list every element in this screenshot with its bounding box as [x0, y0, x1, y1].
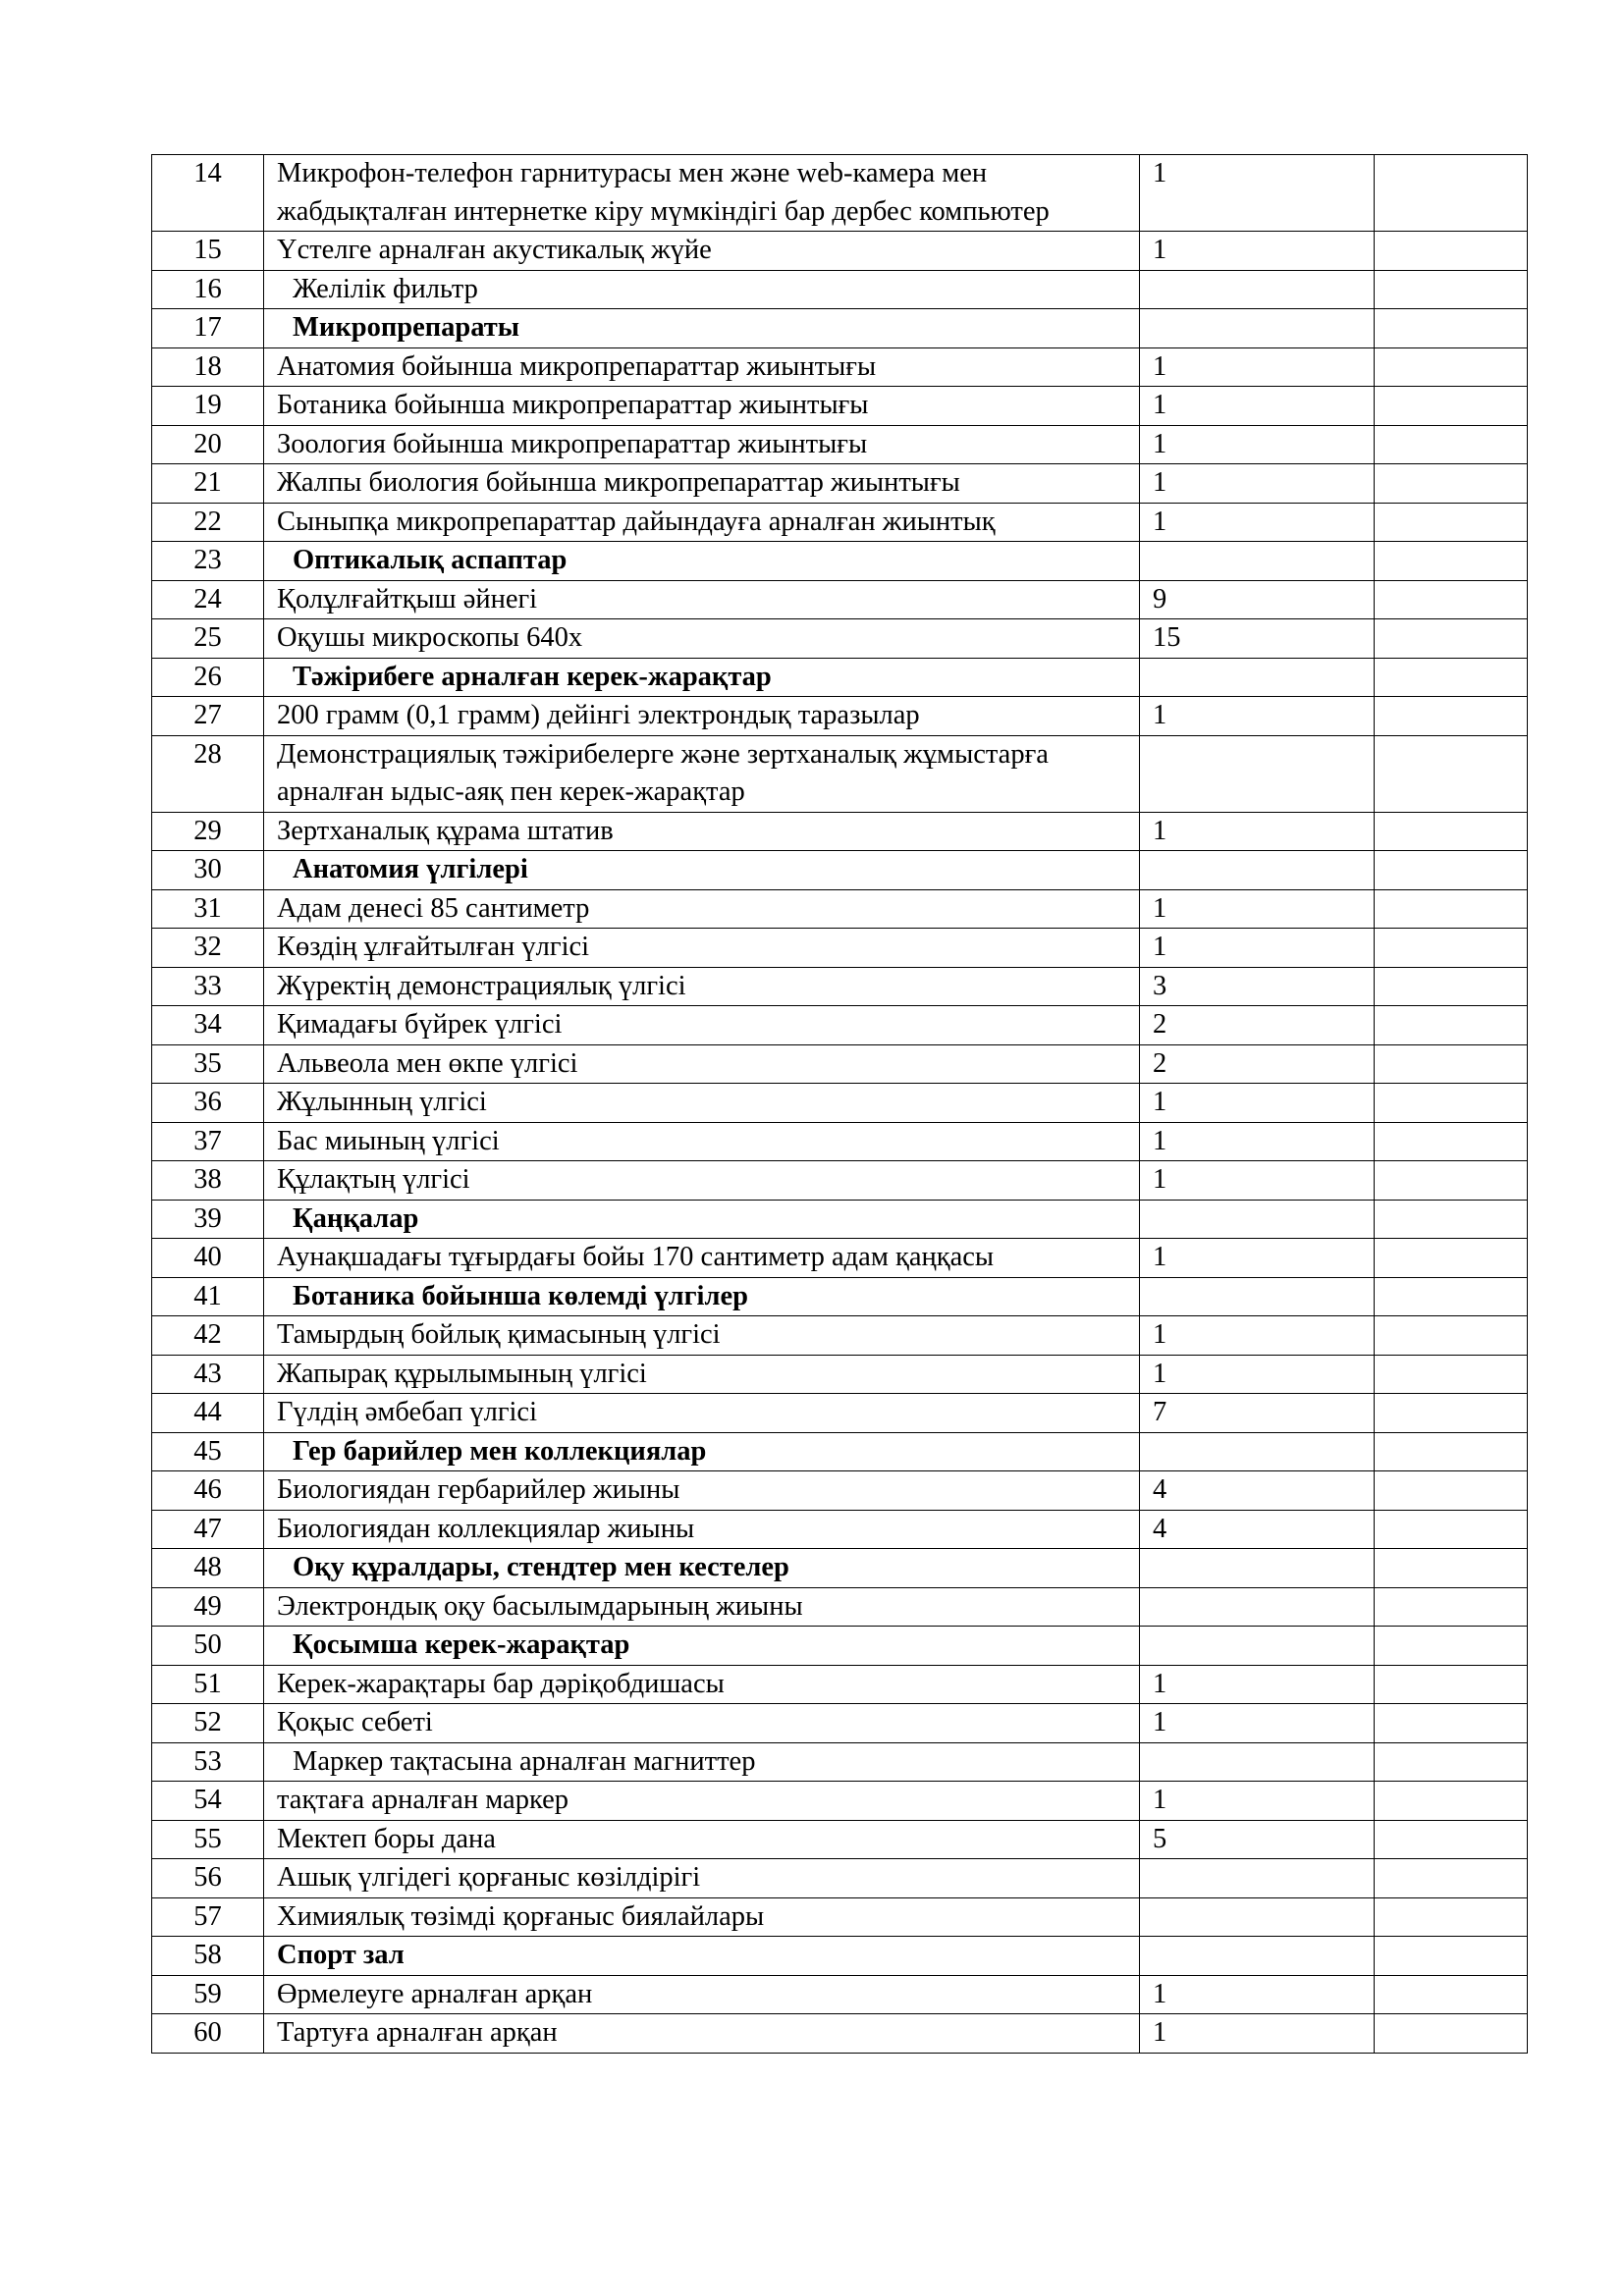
row-number: 53	[152, 1742, 264, 1782]
table-row	[152, 929, 1528, 968]
item-quantity	[1140, 1897, 1375, 1937]
item-name	[264, 889, 1140, 929]
row-number: 29	[152, 812, 264, 851]
item-quantity: 1	[1140, 155, 1375, 232]
item-name-text: Гүлдің әмбебап үлгісі	[277, 1397, 538, 1427]
table-row	[152, 1122, 1528, 1161]
item-name	[264, 1006, 1140, 1045]
item-name-text: Электрондық оқу басылымдарының жиыны	[277, 1590, 803, 1622]
table-row	[152, 1820, 1528, 1859]
item-note	[1375, 2014, 1528, 2054]
item-name-text: Өрмелеуге арналған арқан	[277, 1978, 593, 2009]
row-number: 19	[152, 387, 264, 426]
item-note	[1375, 580, 1528, 619]
item-quantity: 1	[1140, 697, 1375, 736]
table-row	[152, 1937, 1528, 1976]
item-name	[264, 347, 1140, 387]
item-note	[1375, 1432, 1528, 1471]
item-name	[264, 1084, 1140, 1123]
item-quantity: 1	[1140, 1355, 1375, 1394]
item-name-text: Қоқыс себеті	[277, 1707, 433, 1737]
item-name-text: Бас миының үлгісі	[277, 1125, 500, 1156]
item-quantity: 3	[1140, 967, 1375, 1006]
item-note	[1375, 619, 1528, 659]
item-note	[1375, 387, 1528, 426]
row-number: 44	[152, 1394, 264, 1433]
item-name	[264, 967, 1140, 1006]
item-note	[1375, 425, 1528, 464]
item-quantity: 4	[1140, 1510, 1375, 1549]
table-row	[152, 155, 1528, 232]
table-row	[152, 425, 1528, 464]
section-heading	[264, 542, 1140, 581]
row-number: 58	[152, 1937, 264, 1976]
row-number: 50	[152, 1627, 264, 1666]
item-quantity: 1	[1140, 1161, 1375, 1201]
item-name	[264, 1510, 1140, 1549]
item-quantity: 4	[1140, 1471, 1375, 1511]
item-note	[1375, 889, 1528, 929]
table-row	[152, 1044, 1528, 1084]
table-row	[152, 1510, 1528, 1549]
table-row	[152, 580, 1528, 619]
item-quantity	[1140, 1432, 1375, 1471]
item-quantity: 2	[1140, 1006, 1375, 1045]
item-name	[264, 1394, 1140, 1433]
item-name-text: Ботаника бойынша көлемді үлгілер	[293, 1280, 748, 1311]
inventory-table	[151, 154, 1528, 2054]
item-quantity: 5	[1140, 1820, 1375, 1859]
item-name	[264, 1975, 1140, 2014]
row-number: 35	[152, 1044, 264, 1084]
item-name-text: Зоология бойынша микропрепараттар жиынтығы	[277, 428, 868, 459]
item-quantity: 1	[1140, 1084, 1375, 1123]
row-number: 16	[152, 270, 264, 309]
item-name	[264, 425, 1140, 464]
item-quantity	[1140, 658, 1375, 697]
item-quantity	[1140, 735, 1375, 812]
item-name-text: Биологиядан коллекциялар жиыны	[277, 1513, 695, 1544]
item-name-text: Микрофон-телефон гарнитурасы мен және web-камера мен жабдықталған интернетке кіру мүмкіндігі бар дербес компьютер	[277, 158, 1050, 227]
item-name-text: Химиялық төзімді қорғаныс биялайлары	[277, 1900, 765, 1932]
item-name	[264, 503, 1140, 542]
item-name-text: Микропрепараты	[293, 312, 520, 343]
item-quantity: 1	[1140, 503, 1375, 542]
table-row	[152, 387, 1528, 426]
item-note	[1375, 1859, 1528, 1898]
item-name-text: Ашық үлгідегі қорғаныс көзілдірігі	[277, 1862, 701, 1893]
item-name-text: Құлақтың үлгісі	[277, 1164, 470, 1195]
row-number: 56	[152, 1859, 264, 1898]
item-note	[1375, 1665, 1528, 1704]
item-name	[264, 1897, 1140, 1937]
row-number: 15	[152, 232, 264, 271]
item-name-text: Тәжірибеге арналған керек-жарақтар	[293, 661, 772, 692]
item-name-text: Спорт зал	[277, 1940, 405, 1970]
section-heading	[264, 309, 1140, 348]
table-row	[152, 1161, 1528, 1201]
row-number: 34	[152, 1006, 264, 1045]
item-quantity	[1140, 1742, 1375, 1782]
row-number: 17	[152, 309, 264, 348]
row-number: 37	[152, 1122, 264, 1161]
table-row	[152, 1587, 1528, 1627]
item-name-text: Жүректің демонстрациялық үлгісі	[277, 970, 686, 1001]
row-number: 20	[152, 425, 264, 464]
row-number: 55	[152, 1820, 264, 1859]
item-name-text: 200 грамм (0,1 грамм) дейінгі электрондық таразылар	[277, 700, 920, 730]
item-quantity: 1	[1140, 1122, 1375, 1161]
table-row	[152, 309, 1528, 348]
item-name	[264, 1161, 1140, 1201]
item-name	[264, 812, 1140, 851]
item-note	[1375, 464, 1528, 504]
table-row	[152, 1394, 1528, 1433]
item-quantity: 1	[1140, 812, 1375, 851]
row-number: 46	[152, 1471, 264, 1511]
item-note	[1375, 1122, 1528, 1161]
item-name	[264, 2014, 1140, 2054]
item-quantity	[1140, 309, 1375, 348]
item-name	[264, 1044, 1140, 1084]
item-name	[264, 619, 1140, 659]
item-name-text: Керек-жарақтары бар дәріқобдишасы	[277, 1668, 725, 1699]
section-heading	[264, 1277, 1140, 1316]
item-name	[264, 387, 1140, 426]
item-name-text: Гер барийлер мен коллекциялар	[293, 1435, 707, 1467]
item-quantity	[1140, 542, 1375, 581]
item-name-text: Альвеола мен өкпе үлгісі	[277, 1047, 578, 1079]
item-quantity: 9	[1140, 580, 1375, 619]
row-number: 59	[152, 1975, 264, 2014]
item-name-text: Желілік фильтр	[293, 273, 478, 304]
item-name-text: Тартуға арналған арқан	[277, 2017, 558, 2048]
table-row	[152, 658, 1528, 697]
table-row	[152, 1897, 1528, 1937]
item-name-text: Маркер тақтасына арналған магниттер	[293, 1745, 756, 1777]
item-note	[1375, 542, 1528, 581]
row-number: 26	[152, 658, 264, 697]
item-note	[1375, 1316, 1528, 1356]
item-note	[1375, 1782, 1528, 1821]
item-note	[1375, 1239, 1528, 1278]
table-row	[152, 1471, 1528, 1511]
item-note	[1375, 1627, 1528, 1666]
item-note	[1375, 1704, 1528, 1743]
table-row	[152, 735, 1528, 812]
section-heading	[264, 1627, 1140, 1666]
table-row	[152, 1239, 1528, 1278]
item-quantity: 2	[1140, 1044, 1375, 1084]
table-row	[152, 1432, 1528, 1471]
row-number: 39	[152, 1200, 264, 1239]
table-row	[152, 1355, 1528, 1394]
item-quantity: 1	[1140, 387, 1375, 426]
item-note	[1375, 1975, 1528, 2014]
item-name	[264, 232, 1140, 271]
item-quantity: 1	[1140, 929, 1375, 968]
row-number: 49	[152, 1587, 264, 1627]
item-note	[1375, 697, 1528, 736]
item-name	[264, 270, 1140, 309]
table-row	[152, 503, 1528, 542]
item-name	[264, 1239, 1140, 1278]
item-note	[1375, 1355, 1528, 1394]
section-heading	[264, 1549, 1140, 1588]
item-name-text: Демонстрациялық тәжірибелерге және зертханалық жұмыстарға арналған ыдыс-аяқ пен керек-жарақтар	[277, 738, 1049, 807]
item-note	[1375, 347, 1528, 387]
item-name	[264, 1665, 1140, 1704]
item-note	[1375, 929, 1528, 968]
item-name-text: Зертханалық құрама штатив	[277, 815, 614, 846]
row-number: 51	[152, 1665, 264, 1704]
item-name-text: Жалпы биология бойынша микропрепараттар жиынтығы	[277, 467, 960, 498]
table-row	[152, 1006, 1528, 1045]
item-note	[1375, 232, 1528, 271]
item-name-text: Қимадағы бүйрек үлгісі	[277, 1009, 563, 1040]
item-name	[264, 1316, 1140, 1356]
row-number: 36	[152, 1084, 264, 1123]
row-number: 52	[152, 1704, 264, 1743]
table-row	[152, 1627, 1528, 1666]
row-number: 45	[152, 1432, 264, 1471]
item-quantity	[1140, 1549, 1375, 1588]
table-row	[152, 1859, 1528, 1898]
section-heading	[264, 851, 1140, 890]
item-name	[264, 1859, 1140, 1898]
row-number: 54	[152, 1782, 264, 1821]
table-row	[152, 542, 1528, 581]
item-name	[264, 464, 1140, 504]
item-name	[264, 1587, 1140, 1627]
item-name-text: Қаңқалар	[293, 1202, 419, 1234]
table-row	[152, 697, 1528, 736]
document-page	[151, 154, 1527, 2054]
item-quantity	[1140, 1200, 1375, 1239]
item-quantity: 1	[1140, 232, 1375, 271]
item-quantity	[1140, 270, 1375, 309]
item-name	[264, 580, 1140, 619]
item-name	[264, 1122, 1140, 1161]
row-number: 33	[152, 967, 264, 1006]
item-note	[1375, 1549, 1528, 1588]
item-quantity: 1	[1140, 464, 1375, 504]
item-note	[1375, 1044, 1528, 1084]
row-number: 23	[152, 542, 264, 581]
item-note	[1375, 812, 1528, 851]
item-note	[1375, 1084, 1528, 1123]
item-name	[264, 1471, 1140, 1511]
item-name-text: Үстелге арналған акустикалық жүйе	[277, 235, 712, 265]
item-quantity: 15	[1140, 619, 1375, 659]
item-quantity: 1	[1140, 1239, 1375, 1278]
item-name	[264, 1782, 1140, 1821]
item-name	[264, 1742, 1140, 1782]
row-number: 22	[152, 503, 264, 542]
table-row	[152, 347, 1528, 387]
table-row	[152, 232, 1528, 271]
item-name-text: Анатомия бойынша микропрепараттар жиынтығы	[277, 350, 877, 382]
row-number: 25	[152, 619, 264, 659]
row-number: 38	[152, 1161, 264, 1201]
item-name-text: тақтаға арналған маркер	[277, 1785, 568, 1815]
table-row	[152, 270, 1528, 309]
table-row	[152, 1277, 1528, 1316]
item-note	[1375, 270, 1528, 309]
table-row	[152, 812, 1528, 851]
table-row	[152, 2014, 1528, 2054]
table-row	[152, 967, 1528, 1006]
item-note	[1375, 1277, 1528, 1316]
item-quantity: 1	[1140, 1782, 1375, 1821]
row-number: 18	[152, 347, 264, 387]
item-note	[1375, 155, 1528, 232]
row-number: 28	[152, 735, 264, 812]
table-row	[152, 1084, 1528, 1123]
row-number: 60	[152, 2014, 264, 2054]
item-note	[1375, 1394, 1528, 1433]
item-name	[264, 735, 1140, 812]
item-quantity: 1	[1140, 1704, 1375, 1743]
item-quantity: 1	[1140, 1316, 1375, 1356]
item-name-text: Анатомия үлгілері	[293, 854, 528, 884]
item-name-text: Биологиядан гербарийлер жиыны	[277, 1474, 680, 1505]
table-row	[152, 1975, 1528, 2014]
item-quantity	[1140, 1627, 1375, 1666]
item-name-text: Сыныпқа микропрепараттар дайындауға арналған жиынтық	[277, 506, 996, 537]
item-quantity	[1140, 851, 1375, 890]
row-number: 57	[152, 1897, 264, 1937]
item-note	[1375, 1587, 1528, 1627]
item-note	[1375, 1937, 1528, 1976]
item-name-text: Оптикалық аспаптар	[293, 545, 568, 575]
item-note	[1375, 851, 1528, 890]
item-quantity	[1140, 1859, 1375, 1898]
table-row	[152, 889, 1528, 929]
item-quantity: 1	[1140, 1665, 1375, 1704]
item-quantity: 7	[1140, 1394, 1375, 1433]
item-quantity: 1	[1140, 2014, 1375, 2054]
row-number: 48	[152, 1549, 264, 1588]
item-quantity	[1140, 1277, 1375, 1316]
table-row	[152, 1782, 1528, 1821]
row-number: 43	[152, 1355, 264, 1394]
table-row	[152, 1200, 1528, 1239]
item-name	[264, 1704, 1140, 1743]
table-row	[152, 1704, 1528, 1743]
row-number: 31	[152, 889, 264, 929]
item-note	[1375, 309, 1528, 348]
item-name-text: Қолұлғайтқыш әйнегі	[277, 583, 538, 614]
item-note	[1375, 1510, 1528, 1549]
item-note	[1375, 735, 1528, 812]
section-heading	[264, 1200, 1140, 1239]
table-row	[152, 1316, 1528, 1356]
item-name-text: Қосымша керек-жарақтар	[293, 1629, 630, 1660]
table-row	[152, 851, 1528, 890]
item-quantity: 1	[1140, 347, 1375, 387]
inventory-table-body	[152, 155, 1528, 2054]
item-quantity: 1	[1140, 1975, 1375, 2014]
row-number: 32	[152, 929, 264, 968]
item-note	[1375, 503, 1528, 542]
item-name-text: Жапырақ құрылымының үлгісі	[277, 1358, 647, 1389]
item-name	[264, 1355, 1140, 1394]
item-note	[1375, 1161, 1528, 1201]
item-note	[1375, 1820, 1528, 1859]
item-quantity: 1	[1140, 889, 1375, 929]
row-number: 47	[152, 1510, 264, 1549]
row-number: 30	[152, 851, 264, 890]
item-name-text: Тамырдың бойлық қимасының үлгісі	[277, 1319, 721, 1350]
row-number: 42	[152, 1316, 264, 1356]
item-name-text: Мектеп боры дана	[277, 1823, 496, 1854]
item-name	[264, 155, 1140, 232]
row-number: 41	[152, 1277, 264, 1316]
row-number: 14	[152, 155, 264, 232]
table-row	[152, 1549, 1528, 1588]
item-note	[1375, 1200, 1528, 1239]
row-number: 40	[152, 1239, 264, 1278]
section-heading	[264, 1432, 1140, 1471]
section-heading	[264, 658, 1140, 697]
item-note	[1375, 1742, 1528, 1782]
item-note	[1375, 967, 1528, 1006]
item-name	[264, 929, 1140, 968]
table-row	[152, 1742, 1528, 1782]
item-note	[1375, 1006, 1528, 1045]
section-heading	[264, 1937, 1140, 1976]
row-number: 24	[152, 580, 264, 619]
table-row	[152, 1665, 1528, 1704]
row-number: 21	[152, 464, 264, 504]
item-name-text: Адам денесі 85 сантиметр	[277, 892, 590, 924]
item-name	[264, 697, 1140, 736]
item-name-text: Көздің ұлғайтылған үлгісі	[277, 932, 590, 962]
item-note	[1375, 658, 1528, 697]
table-row	[152, 619, 1528, 659]
item-name-text: Аунақшадағы тұғырдағы бойы 170 сантиметр адам қаңқасы	[277, 1242, 995, 1272]
item-quantity	[1140, 1587, 1375, 1627]
item-quantity: 1	[1140, 425, 1375, 464]
item-name	[264, 1820, 1140, 1859]
item-name-text: Жұлынның үлгісі	[277, 1087, 487, 1117]
item-name-text: Ботаника бойынша микропрепараттар жиынтығы	[277, 390, 869, 420]
item-name-text: Оқушы микроскопы 640х	[277, 622, 583, 653]
row-number: 27	[152, 697, 264, 736]
table-row	[152, 464, 1528, 504]
item-note	[1375, 1471, 1528, 1511]
item-quantity	[1140, 1937, 1375, 1976]
item-name-text: Оқу құралдары, стендтер мен кестелер	[293, 1552, 789, 1582]
item-note	[1375, 1897, 1528, 1937]
